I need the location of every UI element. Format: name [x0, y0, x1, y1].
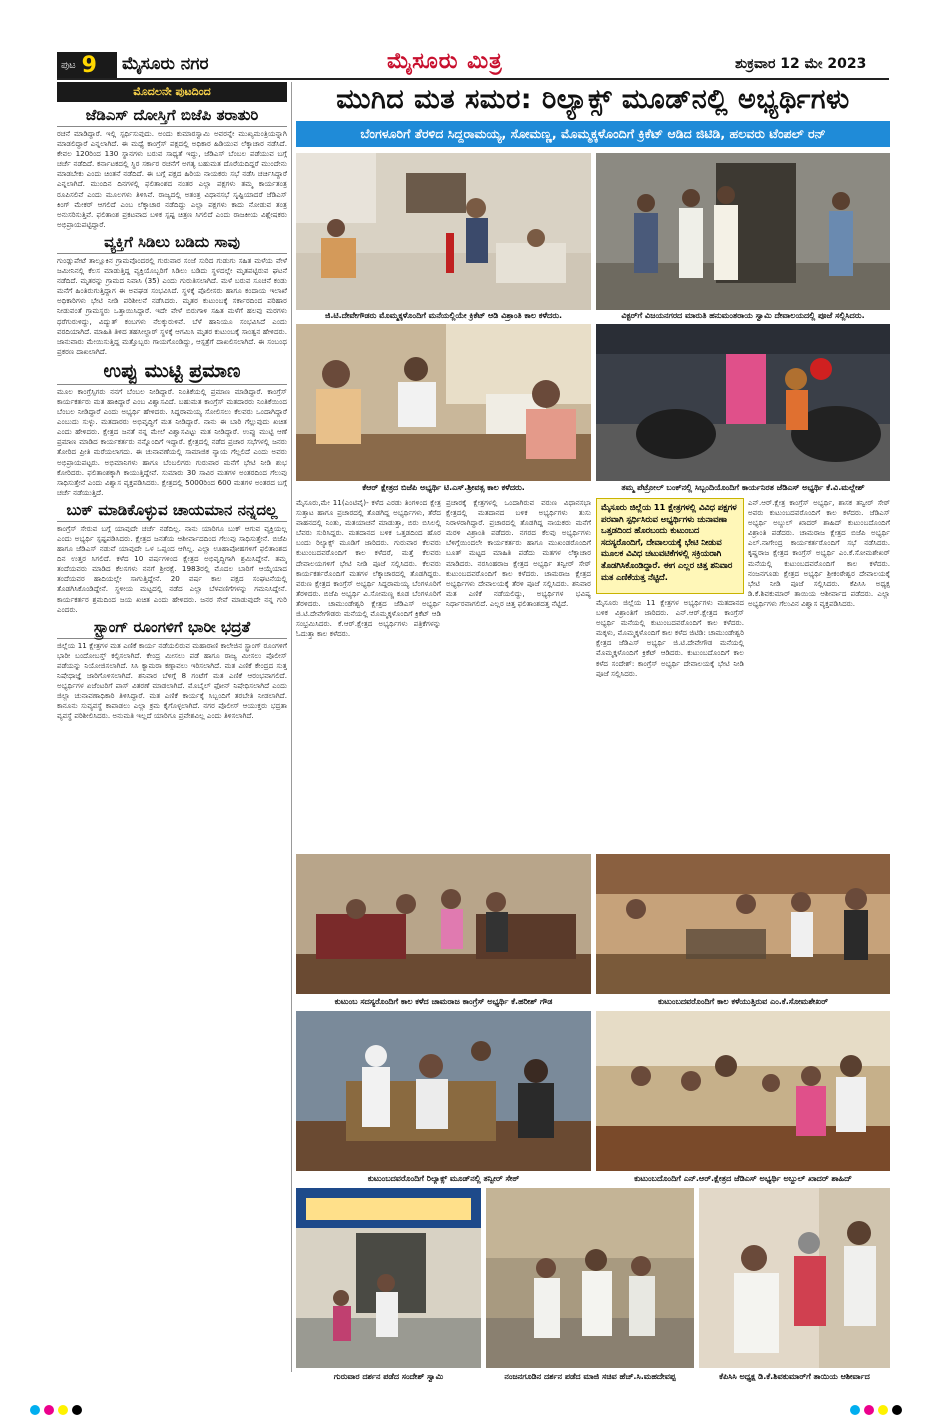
- story-heading-salt-oath: ಉಪ್ಪು ಮುಟ್ಟಿ ಪ್ರಮಾಣ: [57, 360, 287, 385]
- registration-mark-yellow: [58, 1405, 68, 1415]
- photo-caption-somashekar: ಕುಟುಂಬದವರೊಂದಿಗೆ ಕಾಲ ಕಳೆಯುತ್ತಿರುವ ಎಂ.ಕೆ.ಸೋಮಶೇಖರ್: [657, 997, 829, 1006]
- main-article: [296, 498, 890, 852]
- story-heading-not-bookable: ಬುಕ್ ಮಾಡಿಕೊಳ್ಳುವ ಚಾಯಮಾನ ನನ್ನದಲ್ಲ: [57, 501, 287, 522]
- photo-caption-srivatsa: ಕೆಆರ್ ಕ್ಷೇತ್ರದ ಬಿಜೆಪಿ ಅಭ್ಯರ್ಥಿ ಟಿ.ಎಸ್.ಶ್ರೀವತ್ಸ ಕಾಲ ಕಳೆದರು.: [362, 483, 525, 492]
- photo-caption-petrol: ತಮ್ಮ ಪೆಟ್ರೋಲ್ ಬಂಕ್‌ನಲ್ಲಿ ಸಿಬ್ಬಂದಿಯೊಂದಿಗೆ ಕಾರ್ಯನಿರತ ಜೆಡಿಎಸ್ ಅಭ್ಯರ್ಥಿ ಕೆ.ವಿ.ಮಲ್ಲೇಶ್: [621, 483, 865, 492]
- photo-caption-abdul: ಕುಟುಂಬದೊಂದಿಗೆ ಎನ್.ಆರ್.ಕ್ಷೇತ್ರದ ಜೆಡಿಎಸ್ ಅಭ್ಯರ್ಥಿ ಅಬ್ದುಲ್ ಖಾದರ್ ಶಾಹಿದ್: [634, 1174, 852, 1183]
- main-headline: ಮುಗಿದ ಮತ ಸಮರ: ರಿಲ್ಯಾಕ್ಸ್ ಮೂಡ್‌ನಲ್ಲಿ ಅಭ್ಯರ್ಥಿಗಳು: [336, 84, 850, 115]
- story-body-lightning: ಗುಂಡ್ಲುಪೇಟೆ ತಾಲ್ಲೂಕಿನ ಗ್ರಾಮವೊಂದರಲ್ಲಿ ಗುರುವಾರ ಸಂಜೆ ಸುರಿದ ಗುಡುಗು ಸಹಿತ ಮಳೆಯ ವೇಳೆ ಜಮೀನಿನಲ್ಲಿ ಕೆಲಸ ಮಾಡುತ್ತಿದ್ದ ವ್ಯಕ್ತಿಯೊಬ್ಬರಿಗೆ ಸಿಡಿಲು ಬಡಿದು ಸ್ಥಳದಲ್ಲೇ ಮೃತಪಟ್ಟಿರುವ ಘಟನೆ ನಡೆದಿದೆ. ಮೃತರನ್ನು ಗ್ರಾಮದ ನಿವಾಸಿ (35) ಎಂದು ಗುರುತಿಸಲಾಗಿದೆ. ಮಳೆ ಬರುವ ಸೂಚನೆ ಕಂಡು ಮನೆಗೆ ಹಿಂತಿರುಗುತ್ತಿದ್ದಾಗ ಈ ಅವಘಡ ಸಂಭವಿಸಿದೆ. ಸ್ಥಳಕ್ಕೆ ಪೊಲೀಸರು ಹಾಗೂ ಕಂದಾಯ ಇಲಾಖೆ ಅಧಿಕಾರಿಗಳು ಭೇಟಿ ನೀಡಿ ಪರಿಶೀಲನೆ ನಡೆಸಿದರು. ಮೃತರ ಕುಟುಂಬಕ್ಕೆ ಸರ್ಕಾರದಿಂದ ಪರಿಹಾರ ನೀಡುವಂತೆ ಗ್ರಾಮಸ್ಥರು ಒತ್ತಾಯಿಸಿದ್ದಾರೆ. ಇದೇ ವೇಳೆ ಬಿರುಗಾಳಿ ಸಹಿತ ಮಳೆಗೆ ಹಲವು ಮರಗಳು ಧರೆಗುರುಳಿದ್ದು, ವಿದ್ಯುತ್ ಕಂಬಗಳು ನೆಲಕ್ಕುರುಳಿವೆ. ಬೆಳೆ ಹಾನಿಯೂ ಸಂಭವಿಸಿದೆ ಎಂದು ವರದಿಯಾಗಿದೆ. ಮಾಹಿತಿ ತಿಳಿದ ತಹಸೀಲ್ದಾರ್ ಸ್ಥಳಕ್ಕೆ ಆಗಮಿಸಿ ಮೃತರ ಕುಟುಂಬಕ್ಕೆ ಸಾಂತ್ವನ ಹೇಳಿದರು. ಜಾನುವಾರು ಮೇಯಿಸುತ್ತಿದ್ದ ಮತ್ತೊಬ್ಬರು ಗಾಯಗೊಂಡಿದ್ದು, ಆಸ್ಪತ್ರೆಗೆ ದಾಖಲಿಸಲಾಗಿದೆ. ಈ ಸಂಬಂಧ ಪ್ರಕರಣ ದಾಖಲಾಗಿದೆ.: [57, 255, 287, 356]
- photo-mahadevappa-temple: [486, 1188, 694, 1368]
- photo-caption-mahadevappa: ನಂಜನಗೂಡಿನ ದರ್ಶನ ಪಡೆದ ಮಾಜಿ ಸಚಿವ ಹೆಚ್.ಸಿ.ಮಹದೇವಪ್ಪ: [504, 1372, 676, 1381]
- photo-caption-temple: ವಿಕ್ಟರ್‌ಗೆ ವಿಜಯನಗರದ ಮಾರುತಿ ಹನುಮಂತರಾಯ ಸ್ವಾಮಿ ದೇವಾಲಯದಲ್ಲಿ ಪೂಜೆ ಸಲ್ಲಿಸಿದರು.: [621, 311, 865, 320]
- registration-mark-black-right: [892, 1405, 902, 1415]
- registration-mark-magenta: [44, 1405, 54, 1415]
- photo-caption-tanveer: ಕುಟುಂಬದವರೊಂದಿಗೆ ರಿಲ್ಯಾಕ್ಸ್ ಮೂಡ್‌ನಲ್ಲಿ ತನ್ವೀರ್ ಸೇಠ್: [367, 1174, 520, 1183]
- photo-caption-harish: ಕುಟುಂಬ ಸದಸ್ಯರೊಂದಿಗೆ ಕಾಲ ಕಳೆದ ಚಾಮರಾಜ ಕಾಂಗ್ರೆಸ್ ಅಭ್ಯರ್ಥಿ ಕೆ.ಹರೀಶ್ ಗೌಡ: [334, 997, 553, 1006]
- story-body-not-bookable: ಕಾಂಗ್ರೆಸ್ ಸೇರುವ ಬಗ್ಗೆ ಯಾವುದೇ ಚರ್ಚೆ ನಡೆದಿಲ್ಲ. ನಾನು ಯಾರಿಗೂ ಬುಕ್ ಆಗುವ ವ್ಯಕ್ತಿಯಲ್ಲ ಎಂದು ಅಭ್ಯರ್ಥಿ ಸ್ಪಷ್ಟಪಡಿಸಿದರು. ಕ್ಷೇತ್ರದ ಜನತೆಯ ಆಶೀರ್ವಾದದಿಂದ ಗೆಲುವು ಸಾಧಿಸುತ್ತೇನೆ. ಬಿಜೆಪಿ ಹಾಗೂ ಜೆಡಿಎಸ್ ನಡುವೆ ಯಾವುದೇ ಒಳ ಒಪ್ಪಂದ ಆಗಿಲ್ಲ. ಎಲ್ಲಾ ಊಹಾಪೋಹಗಳಿಗೆ ಫಲಿತಾಂಶದ ದಿನ ಉತ್ತರ ಸಿಗಲಿದೆ. ಕಳೆದ 10 ವರ್ಷಗಳಿಂದ ಕ್ಷೇತ್ರದ ಅಭಿವೃದ್ಧಿಗಾಗಿ ಶ್ರಮಿಸಿದ್ದೇನೆ. ತಮ್ಮ ತಂದೆಯವರು ಮಾಡಿದ ಕೆಲಸಗಳು ನನಗೆ ಶ್ರೀರಕ್ಷೆ. 1983ರಲ್ಲಿ ಮೊದಲ ಬಾರಿಗೆ ಆಯ್ಕೆಯಾದ ತಂದೆಯವರ ಹಾದಿಯಲ್ಲೇ ಸಾಗುತ್ತಿದ್ದೇನೆ. 20 ವರ್ಷ ಕಾಲ ಪಕ್ಷದ ಸಂಘಟನೆಯಲ್ಲಿ ತೊಡಗಿಸಿಕೊಂಡಿದ್ದೇನೆ. ಸ್ಥಳೀಯ ಮಟ್ಟದಲ್ಲಿ ನಡೆದ ಎಲ್ಲಾ ಬೆಳವಣಿಗೆಗಳನ್ನು ಗಮನಿಸಿದ್ದೇನೆ. ಕಾರ್ಯಕರ್ತರ ಶ್ರಮದಿಂದ ಜಯ ಖಚಿತ ಎಂದು ಹೇಳಿದರು. ಜನರ ಸೇವೆ ಮಾಡುವುದೇ ನನ್ನ ಗುರಿ ಎಂದರು.: [57, 523, 287, 614]
- article-column-2: ಪ್ರಚಾರಕ್ಕೆ ಕ್ಷೇತ್ರಗಳಲ್ಲಿ ಒಂದಾಗಿರುವ ವರುಣ ವಿಧಾನಸಭಾ ಕ್ಷೇತ್ರದಲ್ಲಿ ಮತದಾನದ ಬಳಿಕ ಅಭ್ಯರ್ಥಿಗಳು ತುಸು ನಿರಾಳರಾಗಿದ್ದಾರೆ. ಪ್ರಚಾರದಲ್ಲಿ ತೊಡಗಿದ್ದ ನಾಯಕರು ಮನೆಗೆ ಮರಳಿ ವಿಶ್ರಾಂತಿ ಪಡೆದರು. ನಗರದ ಕೆಲವು ಅಭ್ಯರ್ಥಿಗಳು ಬೆಳಿಗ್ಗೆಯಿಂದಲೇ ಕಾರ್ಯಕರ್ತರು ಹಾಗೂ ಮುಖಂಡರೊಂದಿಗೆ ಬೂತ್ ಮಟ್ಟದ ಮಾಹಿತಿ ಪಡೆದು ಮತಗಳ ಲೆಕ್ಕಾಚಾರ ಮಾಡಿದರು. ನರಸಿಂಹರಾಜ ಕ್ಷೇತ್ರದ ಅಭ್ಯರ್ಥಿ ತನ್ವೀರ್ ಸೇಠ್ ಕುಟುಂಬದವರೊಂದಿಗೆ ಕಾಲ ಕಳೆದರು. ಚಾಮರಾಜ ಕ್ಷೇತ್ರದ ಅಭ್ಯರ್ಥಿಗಳು ದೇವಾಲಯಕ್ಕೆ ತೆರಳಿ ಪೂಜೆ ಸಲ್ಲಿಸಿದರು. ಶನಿವಾರ ಮತ ಎಣಿಕೆ ನಡೆಯಲಿದ್ದು, ಅಭ್ಯರ್ಥಿಗಳ ಭವಿಷ್ಯ ನಿರ್ಧಾರವಾಗಲಿದೆ. ಎಲ್ಲರ ಚಿತ್ತ ಫಲಿತಾಂಶದತ್ತ ನೆಟ್ಟಿದೆ.: [446, 498, 591, 608]
- story-heading-strongroom: ಸ್ಟ್ರಾಂಗ್ ರೂಂಗಳಿಗೆ ಭಾರೀ ಭದ್ರತೆ: [57, 618, 287, 639]
- registration-mark-magenta-right: [864, 1405, 874, 1415]
- article-column-1: ಮೈಸೂರು,ಮೇ 11(ಎಂಟಿವೈ)- ಕಳೆದ ಎರಡು ತಿಂಗಳಿಂದ ಕ್ಷೇತ್ರ ಸುತ್ತಾಟ ಹಾಗೂ ಪ್ರಚಾರದಲ್ಲಿ ತೊಡಗಿದ್ದ ಅಭ್ಯರ್ಥಿಗಳು, ತೆರೆದ ವಾಹನದಲ್ಲಿ ನಿಂತು, ಮತಯಾಚನೆ ಮಾಡುತ್ತಾ, ಬಿರು ಬಿಸಿಲಲ್ಲಿ ಬೆವರು ಸುರಿಸಿದ್ದರು. ಮತದಾನದ ಬಳಿಕ ಒತ್ತಡದಿಂದ ಹೊರ ಬಂದು ರಿಲ್ಯಾಕ್ಸ್ ಮೂಡಿಗೆ ಜಾರಿದರು. ಗುರುವಾರ ಕೆಲವರು ಕುಟುಂಬದವರೊಂದಿಗೆ ಕಾಲ ಕಳೆದರೆ, ಮತ್ತೆ ಕೆಲವರು ದೇವಾಲಯಗಳಿಗೆ ಭೇಟಿ ನೀಡಿ ಪೂಜೆ ಸಲ್ಲಿಸಿದರು. ಕೆಲವರು ಕಾರ್ಯಕರ್ತರೊಂದಿಗೆ ಮತಗಳ ಲೆಕ್ಕಾಚಾರದಲ್ಲಿ ತೊಡಗಿದ್ದರು. ವರುಣ ಕ್ಷೇತ್ರದ ಕಾಂಗ್ರೆಸ್ ಅಭ್ಯರ್ಥಿ ಸಿದ್ದರಾಮಯ್ಯ ಬೆಂಗಳೂರಿಗೆ ತೆರಳಿದರು. ಬಿಜೆಪಿ ಅಭ್ಯರ್ಥಿ ವಿ.ಸೋಮಣ್ಣ ಕೂಡ ಬೆಂಗಳೂರಿಗೆ ತೆರಳಿದರು. ಚಾಮುಂಡೇಶ್ವರಿ ಕ್ಷೇತ್ರದ ಜೆಡಿಎಸ್ ಅಭ್ಯರ್ಥಿ ಜಿ.ಟಿ.ದೇವೇಗೌಡರು ಮನೆಯಲ್ಲಿ ಮೊಮ್ಮಕ್ಕಳೊಂದಿಗೆ ಕ್ರಿಕೆಟ್ ಆಡಿ ಸಂಭ್ರಮಿಸಿದರು. ಕೆ.ಆರ್.ಕ್ಷೇತ್ರದ ಅಭ್ಯರ್ಥಿಗಳು ಪತ್ರಿಕೆಗಳನ್ನು ಓದುತ್ತಾ ಕಾಲ ಕಳೆದರು.: [296, 498, 441, 639]
- photo-gtd-cricket: [296, 153, 591, 310]
- sub-headline-band: ಬೆಂಗಳೂರಿಗೆ ತೆರಳಿದ ಸಿದ್ದರಾಮಯ್ಯ, ಸೋಮಣ್ಣ, ಮೊಮ್ಮಕ್ಕಳೊಂದಿಗೆ ಕ್ರಿಕೆಟ್ ಆಡಿದ ಜಿಟಿಡಿ, ಹಲವರು ಟೆಂಪಲ್ ರನ್: [296, 121, 890, 147]
- continued-from-front-label: ಮೊದಲನೇ ಪುಟದಿಂದ: [57, 82, 287, 102]
- registration-mark-cyan: [30, 1405, 40, 1415]
- page-badge: [57, 52, 117, 78]
- page-number: 9: [81, 52, 97, 78]
- photo-somashekar-family: [596, 854, 890, 994]
- page-label: ಪುಟ: [61, 59, 76, 71]
- left-column: [57, 82, 287, 1372]
- photo-harish-gowda-family: [296, 854, 591, 994]
- story-heading-lightning: ವ್ಯಕ್ತಿಗೆ ಸಿಡಿಲು ಬಡಿದು ಸಾವು: [57, 233, 287, 254]
- story-body-jds-alliance: ರಚನೆ ಮಾಡಿದ್ದಾರೆ. ಇಲ್ಲಿ ಸ್ಪರ್ಧಿಸುವುದು. ಅಂದು ಕುಮಾರಸ್ವಾಮಿ ಅವರನ್ನೇ ಮುಖ್ಯಮಂತ್ರಿಯನ್ನಾಗಿ ಮಾಡಲಿದ್ದಾರೆ ಎನ್ನಲಾಗಿದೆ. ಈ ಮಧ್ಯೆ ಕಾಂಗ್ರೆಸ್ ಪಕ್ಷದಲ್ಲಿ ಅಧಿಕಾರ ಹಿಡಿಯುವ ಲೆಕ್ಕಾಚಾರ ನಡೆಸಿದೆ. ಕೇವಲ 120ರಿಂದ 130 ಸ್ಥಾನಗಳು ಬರುವ ಸಾಧ್ಯತೆ ಇದ್ದು, ಜೆಡಿಎಸ್ ಬೆಂಬಲ ಪಡೆಯುವ ಬಗ್ಗೆ ಚರ್ಚೆ ನಡೆದಿದೆ. ಕರ್ನಾಟಕದಲ್ಲಿ ಸ್ಥಿರ ಸರ್ಕಾರ ರಚನೆಗೆ ಅಗತ್ಯ ಬಹುಮತ ದೊರೆಯದಿದ್ದರೆ ಮುಂದೇನು ಮಾಡಬೇಕು ಎಂದು ಚಿಂತನೆ ನಡೆದಿದೆ. ಈ ಬಗ್ಗೆ ಪಕ್ಷದ ಹಿರಿಯ ನಾಯಕರು ಸಭೆ ನಡೆಸಿ ಚರ್ಚಿಸಿದ್ದಾರೆ ಎನ್ನಲಾಗಿದೆ. ಮುಂದಿನ ದಿನಗಳಲ್ಲಿ ಫಲಿತಾಂಶದ ನಂತರ ಎಲ್ಲಾ ಪಕ್ಷಗಳು ತಮ್ಮ ಕಾರ್ಯತಂತ್ರ ರೂಪಿಸಲಿವೆ ಎಂದು ಮೂಲಗಳು ತಿಳಿಸಿವೆ. ರಾಜ್ಯದಲ್ಲಿ ಅತಂತ್ರ ವಿಧಾನಸಭೆ ಸೃಷ್ಟಿಯಾದರೆ ಜೆಡಿಎಸ್ ಕಿಂಗ್ ಮೇಕರ್ ಆಗಲಿದೆ ಎಂಬ ಲೆಕ್ಕಾಚಾರ ನಡೆದಿದ್ದು ಎಲ್ಲಾ ಪಕ್ಷಗಳು ಕಾದು ನೋಡುವ ತಂತ್ರ ಅನುಸರಿಸುತ್ತಿವೆ. ಫಲಿತಾಂಶ ಪ್ರಕಟವಾದ ಬಳಿಕ ಸ್ಪಷ್ಟ ಚಿತ್ರಣ ಸಿಗಲಿದೆ ಎಂದು ರಾಜಕೀಯ ವಿಶ್ಲೇಷಕರು ಅಭಿಪ್ರಾಯಪಟ್ಟಿದ್ದಾರೆ.: [57, 129, 287, 229]
- section-name: ಮೈಸೂರು ನಗರ: [122, 54, 209, 74]
- photo-tanveer-sait: [296, 1011, 591, 1171]
- photo-temple-visit: [596, 153, 890, 310]
- story-body-strongroom: ಜಿಲ್ಲೆಯ 11 ಕ್ಷೇತ್ರಗಳ ಮತ ಎಣಿಕೆ ಕಾರ್ಯ ನಡೆಯಲಿರುವ ಮಹಾರಾಣಿ ಕಾಲೇಜಿನ ಸ್ಟ್ರಾಂಗ್ ರೂಂಗಳಿಗೆ ಭಾರೀ ಬಂದೋಬಸ್ತ್ ಕಲ್ಪಿಸಲಾಗಿದೆ. ಕೇಂದ್ರ ಮೀಸಲು ಪಡೆ ಹಾಗೂ ರಾಜ್ಯ ಮೀಸಲು ಪೊಲೀಸ್ ಪಡೆಯನ್ನು ನಿಯೋಜಿಸಲಾಗಿದೆ. ಸಿಸಿ ಕ್ಯಾಮರಾ ಕಣ್ಗಾವಲು ಇರಿಸಲಾಗಿದೆ. ಮತ ಎಣಿಕೆ ಕೇಂದ್ರದ ಸುತ್ತ ನಿಷೇಧಾಜ್ಞೆ ಜಾರಿಗೊಳಿಸಲಾಗಿದೆ. ಶನಿವಾರ ಬೆಳಿಗ್ಗೆ 8 ಗಂಟೆಗೆ ಮತ ಎಣಿಕೆ ಆರಂಭವಾಗಲಿದೆ. ಅಭ್ಯರ್ಥಿಗಳ ಏಜೆಂಟರಿಗೆ ಪಾಸ್ ವಿತರಣೆ ಮಾಡಲಾಗಿದೆ. ಮೊಬೈಲ್ ಫೋನ್ ನಿಷೇಧಿಸಲಾಗಿದೆ ಎಂದು ಜಿಲ್ಲಾ ಚುನಾವಣಾಧಿಕಾರಿ ತಿಳಿಸಿದ್ದಾರೆ. ಮತ ಎಣಿಕೆ ಕಾರ್ಯಕ್ಕೆ ಸಿಬ್ಬಂದಿಗೆ ತರಬೇತಿ ನೀಡಲಾಗಿದೆ. ಕಾನೂನು ಸುವ್ಯವಸ್ಥೆ ಕಾಪಾಡಲು ಎಲ್ಲಾ ಕ್ರಮ ಕೈಗೊಳ್ಳಲಾಗಿದೆ. ನಗರ ಪೊಲೀಸ್ ಆಯುಕ್ತರು ಭದ್ರತಾ ವ್ಯವಸ್ಥೆ ಪರಿಶೀಲಿಸಿದರು. ಅನುಮತಿ ಇಲ್ಲದೆ ಯಾರಿಗೂ ಪ್ರವೇಶವಿಲ್ಲ ಎಂದು ತಿಳಿಸಲಾಗಿದೆ.: [57, 640, 287, 721]
- top-rule: [57, 78, 889, 80]
- photo-caption-dks: ಕೆಪಿಸಿಸಿ ಅಧ್ಯಕ್ಷ ಡಿ.ಕೆ.ಶಿವಕುಮಾರ್‌ಗೆ ತಾಯಿಯ ಆಶೀರ್ವಾದ: [719, 1372, 870, 1381]
- photo-sandesh-swamy: [296, 1188, 481, 1368]
- article-column-3: ಮೈಸೂರು ಜಿಲ್ಲೆಯ 11 ಕ್ಷೇತ್ರಗಳ ಅಭ್ಯರ್ಥಿಗಳು ಮತದಾನದ ಬಳಿಕ ವಿಶ್ರಾಂತಿಗೆ ಜಾರಿದರು. ಎನ್.ಆರ್.ಕ್ಷೇತ್ರದ ಕಾಂಗ್ರೆಸ್ ಅಭ್ಯರ್ಥಿ ಮನೆಯಲ್ಲಿ ಕುಟುಂಬದವರೊಂದಿಗೆ ಕಾಲ ಕಳೆದರು. ಮಕ್ಕಳು, ಮೊಮ್ಮಕ್ಕಳೊಂದಿಗೆ ಕಾಲ ಕಳೆದ ಜಿಟಿಡಿ: ಚಾಮುಂಡೇಶ್ವರಿ ಕ್ಷೇತ್ರದ ಜೆಡಿಎಸ್ ಅಭ್ಯರ್ಥಿ ಜಿ.ಟಿ.ದೇವೇಗೌಡ ಮನೆಯಲ್ಲಿ ಮೊಮ್ಮಕ್ಕಳೊಂದಿಗೆ ಕ್ರಿಕೆಟ್ ಆಡಿದರು. ಕುಟುಂಬದೊಂದಿಗೆ ಕಾಲ ಕಳೆದ ಸಂದೇಶ್: ಕಾಂಗ್ರೆಸ್ ಅಭ್ಯರ್ಥಿ ದೇವಾಲಯಕ್ಕೆ ಭೇಟಿ ನೀಡಿ ಪೂಜೆ ಸಲ್ಲಿಸಿದರು.: [596, 598, 744, 678]
- story-body-salt-oath: ಮೂಲ ಕಾಂಗ್ರೆಸ್ಸಿಗರು ನನಗೆ ಬೆಂಬಲ ನೀಡಿದ್ದಾರೆ. ನಿಂತಿಕೆಯಲ್ಲಿ ಪ್ರಮಾಣ ಮಾಡಿದ್ದಾರೆ. ಕಾಂಗ್ರೆಸ್ ಕಾರ್ಯಕರ್ತರು ಮತ ಹಾಕಿದ್ದಾರೆ ಎಂಬ ವಿಶ್ವಾಸವಿದೆ. ಬಹುಮತ ಕಾಂಗ್ರೆಸ್ ಮತದಾರರು ನಿಂತಿಕೆಯಿಂದ ಬೆಂಬಲ ನೀಡಿದ್ದಾರೆ ಎಂದು ಅಭ್ಯರ್ಥಿ ಹೇಳಿದರು. ಸಿದ್ದರಾಮಯ್ಯ ಸೋಲಿಸಲು ಕೆಲವರು ಒಂದಾಗಿದ್ದಾರೆ ಎಂಬುದು ಸುಳ್ಳು. ಮತದಾರರು ಅಭಿವೃದ್ಧಿಗೆ ಮತ ನೀಡಿದ್ದಾರೆ. ನಾನು ಈ ಬಾರಿ ಗೆಲ್ಲುವುದು ಖಚಿತ ಎಂದು ಹೇಳಿದರು. ಕ್ಷೇತ್ರದ ಜನತೆ ನನ್ನ ಮೇಲೆ ವಿಶ್ವಾಸವಿಟ್ಟು ಮತ ನೀಡಿದ್ದಾರೆ. ಉಪ್ಪು ಮುಟ್ಟಿ ಆಣೆ ಪ್ರಮಾಣ ಮಾಡಿದ ಕಾರ್ಯಕರ್ತರು ನನ್ನೊಂದಿಗೆ ಇದ್ದಾರೆ. ಕ್ಷೇತ್ರದಲ್ಲಿ ನಡೆದ ಪ್ರಚಾರ ಸಭೆಗಳಲ್ಲಿ ಜನರು ತೋರಿದ ಪ್ರೀತಿ ಮರೆಯಲಾಗದು. ಈ ಚುನಾವಣೆಯಲ್ಲಿ ಸಾಮಾಜಿಕ ನ್ಯಾಯ ಗೆಲ್ಲಲಿದೆ ಎಂದು ಅವರು ಅಭಿಪ್ರಾಯಪಟ್ಟರು. ಅಭಿಮಾನಿಗಳು ಹಾಗೂ ಬೆಂಬಲಿಗರು ಗುರುವಾರ ಮನೆಗೆ ಭೇಟಿ ನೀಡಿ ಶುಭ ಕೋರಿದರು. ಫಲಿತಾಂಶಕ್ಕಾಗಿ ಕಾಯುತ್ತಿದ್ದೇವೆ. ಸುಮಾರು 30 ಸಾವಿರ ಮತಗಳ ಅಂತರದಿಂದ ಗೆಲುವು ಸಾಧಿಸುತ್ತೇನೆ ಎಂದು ವಿಶ್ವಾಸ ವ್ಯಕ್ತಪಡಿಸಿದರು. ಕ್ಷೇತ್ರದಲ್ಲಿ 5000ರಿಂದ 600 ಮತಗಳ ಅಂತರದ ಬಗ್ಗೆ ಚರ್ಚೆ ನಡೆಯುತ್ತಿದೆ.: [57, 386, 287, 497]
- photo-abdul-khader: [596, 1011, 890, 1171]
- photo-caption-sandesh: ಗುರುವಾರ ದರ್ಶನ ಪಡೆದ ಸಂದೇಶ್ ಸ್ವಾಮಿ: [333, 1372, 444, 1381]
- article-column-4: ಎನ್.ಆರ್.ಕ್ಷೇತ್ರ ಕಾಂಗ್ರೆಸ್ ಅಭ್ಯರ್ಥಿ, ಶಾಸಕ ತನ್ವೀರ್ ಸೇಠ್ ಅವರು ಕುಟುಂಬದವರೊಂದಿಗೆ ಕಾಲ ಕಳೆದರು. ಜೆಡಿಎಸ್ ಅಭ್ಯರ್ಥಿ ಅಬ್ದುಲ್ ಖಾದರ್ ಶಾಹಿದ್ ಕುಟುಂಬದೊಂದಿಗೆ ವಿಶ್ರಾಂತಿ ಪಡೆದರು. ಚಾಮರಾಜ ಕ್ಷೇತ್ರದ ಬಿಜೆಪಿ ಅಭ್ಯರ್ಥಿ ಎಲ್.ನಾಗೇಂದ್ರ ಕಾರ್ಯಕರ್ತರೊಂದಿಗೆ ಸಭೆ ನಡೆಸಿದರು. ಕೃಷ್ಣರಾಜ ಕ್ಷೇತ್ರದ ಕಾಂಗ್ರೆಸ್ ಅಭ್ಯರ್ಥಿ ಎಂ.ಕೆ.ಸೋಮಶೇಖರ್ ಮನೆಯಲ್ಲಿ ಕುಟುಂಬದವರೊಂದಿಗೆ ಕಾಲ ಕಳೆದರು. ನಂಜನಗೂಡು ಕ್ಷೇತ್ರದ ಅಭ್ಯರ್ಥಿ ಶ್ರೀಕಂಠೇಶ್ವರ ದೇವಾಲಯಕ್ಕೆ ಭೇಟಿ ನೀಡಿ ಪೂಜೆ ಸಲ್ಲಿಸಿದರು. ಕೆಪಿಸಿಸಿ ಅಧ್ಯಕ್ಷ ಡಿ.ಕೆ.ಶಿವಕುಮಾರ್ ತಾಯಿಯ ಆಶೀರ್ವಾದ ಪಡೆದರು. ಎಲ್ಲಾ ಅಭ್ಯರ್ಥಿಗಳು ಗೆಲುವಿನ ವಿಶ್ವಾಸ ವ್ಯಕ್ತಪಡಿಸಿದರು.: [748, 498, 890, 608]
- photo-petrol-bunk: [596, 324, 890, 481]
- photo-srivatsa-newspaper: [296, 324, 591, 481]
- newspaper-logo: ಮೈಸೂರು ಮಿತ್ರ: [387, 48, 503, 74]
- photo-dks-mother: [699, 1188, 890, 1368]
- registration-mark-black: [72, 1405, 82, 1415]
- registration-mark-yellow-right: [878, 1405, 888, 1415]
- photo-caption-gtd: ಜಿ.ಟಿ.ದೇವೇಗೌಡರು ಮೊಮ್ಮಕ್ಕಳೊಂದಿಗೆ ಮನೆಯಲ್ಲಿಯೇ ಕ್ರಿಕೆಟ್ ಆಡಿ ವಿಶ್ರಾಂತಿ ಕಾಲ ಕಳೆದರು.: [324, 311, 563, 320]
- highlight-box: ಮೈಸೂರು ಜಿಲ್ಲೆಯ 11 ಕ್ಷೇತ್ರಗಳಲ್ಲಿ ವಿವಿಧ ಪಕ್ಷಗಳ ಪರವಾಗಿ ಸ್ಪರ್ಧಿಸಿರುವ ಅಭ್ಯರ್ಥಿಗಳು ಚುನಾವಣಾ ಒತ್ತಡದಿಂದ ಹೊರಬಂದು ಕುಟುಂಬದ ಸದಸ್ಯರೊಂದಿಗೆ, ದೇವಾಲಯಕ್ಕೆ ಭೇಟಿ ನೀಡುವ ಮೂಲಕ ವಿವಿಧ ಚಟುವಟಿಕೆಗಳಲ್ಲಿ ಸಕ್ರಿಯರಾಗಿ ತೊಡಗಿಸಿಕೊಂಡಿದ್ದಾರೆ. ಈಗ ಎಲ್ಲರ ಚಿತ್ತ ಶನಿವಾರ ಮತ ಎಣಿಕೆಯತ್ತ ನೆಟ್ಟಿದೆ.: [596, 498, 744, 594]
- dateline: ಶುಕ್ರವಾರ 12 ಮೇ 2023: [735, 56, 867, 72]
- column-divider: [291, 82, 292, 1372]
- registration-mark-cyan-right: [850, 1405, 860, 1415]
- story-heading-jds-alliance: ಜೆಡಿಎಸ್ ದೋಸ್ತಿಗೆ ಬಿಜೆಪಿ ತರಾತುರಿ: [57, 106, 287, 127]
- masthead: [0, 46, 945, 78]
